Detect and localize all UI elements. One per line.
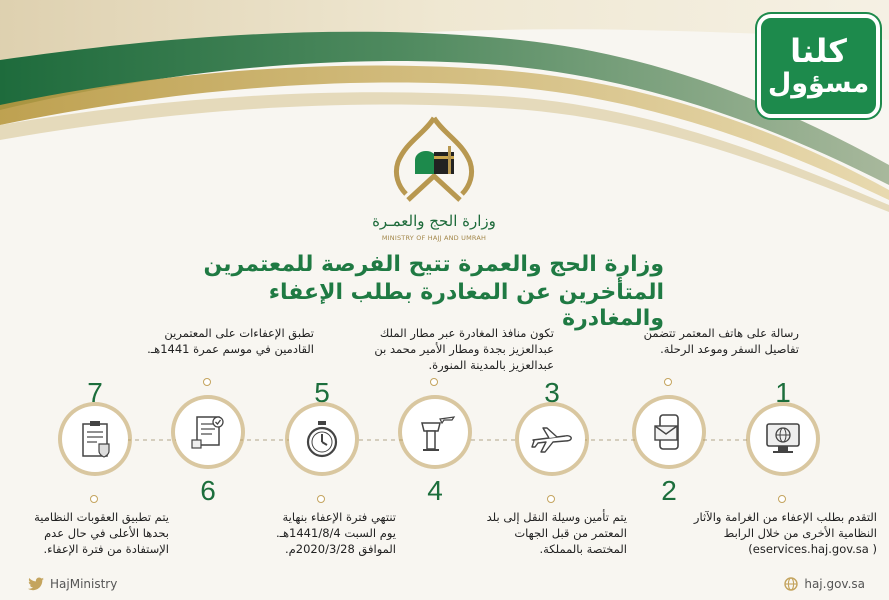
step-3-circle <box>523 410 581 468</box>
computer-globe-icon <box>763 419 803 459</box>
step-4-marker <box>430 378 438 386</box>
document-approved-icon <box>188 412 228 452</box>
step-5-number: 5 <box>314 377 330 408</box>
step-1-text-line: التقدم بطلب الإعفاء من الغرامة والآثار <box>693 510 877 524</box>
step-6-text-line: تطبق الإعفاءات على المعتمرين <box>164 326 314 340</box>
ministry-name-ar: وزارة الحج والعمـرة <box>372 212 496 230</box>
twitter-handle: HajMinistry <box>50 577 118 591</box>
step-1-text-line: ( eservices.haj.gov.sa) <box>748 542 877 556</box>
step-4-text-line: تكون منافذ المغادرة عبر مطار الملك <box>379 326 554 340</box>
step-5-text-line: الموافق 2020/3/28م. <box>285 542 396 556</box>
ministry-logo-icon <box>384 116 484 206</box>
step-1-circle <box>754 410 812 468</box>
step-1-text-line: النظامية الأخرى من خلال الرابط <box>723 526 877 540</box>
website-url: haj.gov.sa <box>804 577 865 591</box>
step-2-description <box>579 325 799 357</box>
campaign-line1: كلنا <box>790 32 847 70</box>
step-4-text-line: عبدالعزيز بجدة ومطار الأمير محمد بن <box>374 342 554 356</box>
step-2-text-line: رسالة على هاتف المعتمر تتضمن <box>643 326 799 340</box>
step-4-description <box>334 325 554 373</box>
control-tower-icon <box>414 411 456 453</box>
step-7-text-line: بحدها الأعلى في حال عدم <box>44 526 169 540</box>
step-6-marker <box>203 378 211 386</box>
step-3-description <box>437 509 627 557</box>
step-7-description <box>4 509 169 557</box>
step-3-text-line: يتم تأمين وسيلة النقل إلى بلد <box>486 510 627 524</box>
stopwatch-icon <box>303 419 341 459</box>
step-7-circle <box>66 410 124 468</box>
step-7-marker <box>90 495 98 503</box>
step-4-number: 4 <box>427 475 443 506</box>
step-2-marker <box>664 378 672 386</box>
step-3-text-line: المختصة بالمملكة. <box>539 542 627 556</box>
step-5-text-line: تنتهي فترة الإعفاء بنهاية <box>282 510 396 524</box>
campaign-line2: مسؤول <box>767 68 870 99</box>
step-6-description <box>94 325 314 357</box>
phone-message-icon <box>649 412 689 452</box>
headline-line1: وزارة الحج والعمرة تتيح الفرصة للمعتمرين <box>203 252 664 277</box>
step-1-number: 1 <box>775 377 791 408</box>
step-2-text-line: تفاصيل السفر وموعد الرحلة. <box>660 342 799 356</box>
step-5-description <box>236 509 396 557</box>
penalty-document-icon <box>75 418 115 460</box>
globe-icon <box>784 577 798 591</box>
headline-line2: المتأخرين عن المغادرة بطلب الإعفاء والمغادرة <box>268 280 664 331</box>
footer-website[interactable] <box>784 577 865 591</box>
step-2-number: 2 <box>661 475 677 506</box>
step-6-circle <box>179 403 237 461</box>
campaign-badge <box>757 14 880 118</box>
step-5-circle <box>293 410 351 468</box>
step-7-text-line: الإستفادة من فترة الإعفاء. <box>43 542 169 556</box>
step-2-circle <box>640 403 698 461</box>
step-3-text-line: المعتمر من قبل الجهات <box>514 526 627 540</box>
step-4-circle <box>406 403 464 461</box>
footer-twitter[interactable] <box>28 577 117 591</box>
ministry-name-en: MINISTRY OF HAJJ AND UMRAH <box>381 234 487 242</box>
airplane-icon <box>531 424 573 454</box>
step-3-marker <box>547 495 555 503</box>
step-1-description <box>647 509 877 557</box>
step-5-text-line: يوم السبت 1441/8/4هـ. <box>275 526 396 540</box>
step-6-text-line: القادمين في موسم عمرة 1441هـ. <box>147 342 314 356</box>
step-7-text-line: يتم تطبيق العقوبات النظامية <box>34 510 169 524</box>
step-3-number: 3 <box>544 377 560 408</box>
step-7-number: 7 <box>87 377 103 408</box>
twitter-icon <box>28 577 44 591</box>
step-1-marker <box>778 495 786 503</box>
step-5-marker <box>317 495 325 503</box>
step-6-number: 6 <box>200 475 216 506</box>
step-4-text-line: عبدالعزيز بالمدينة المنورة. <box>428 358 554 372</box>
